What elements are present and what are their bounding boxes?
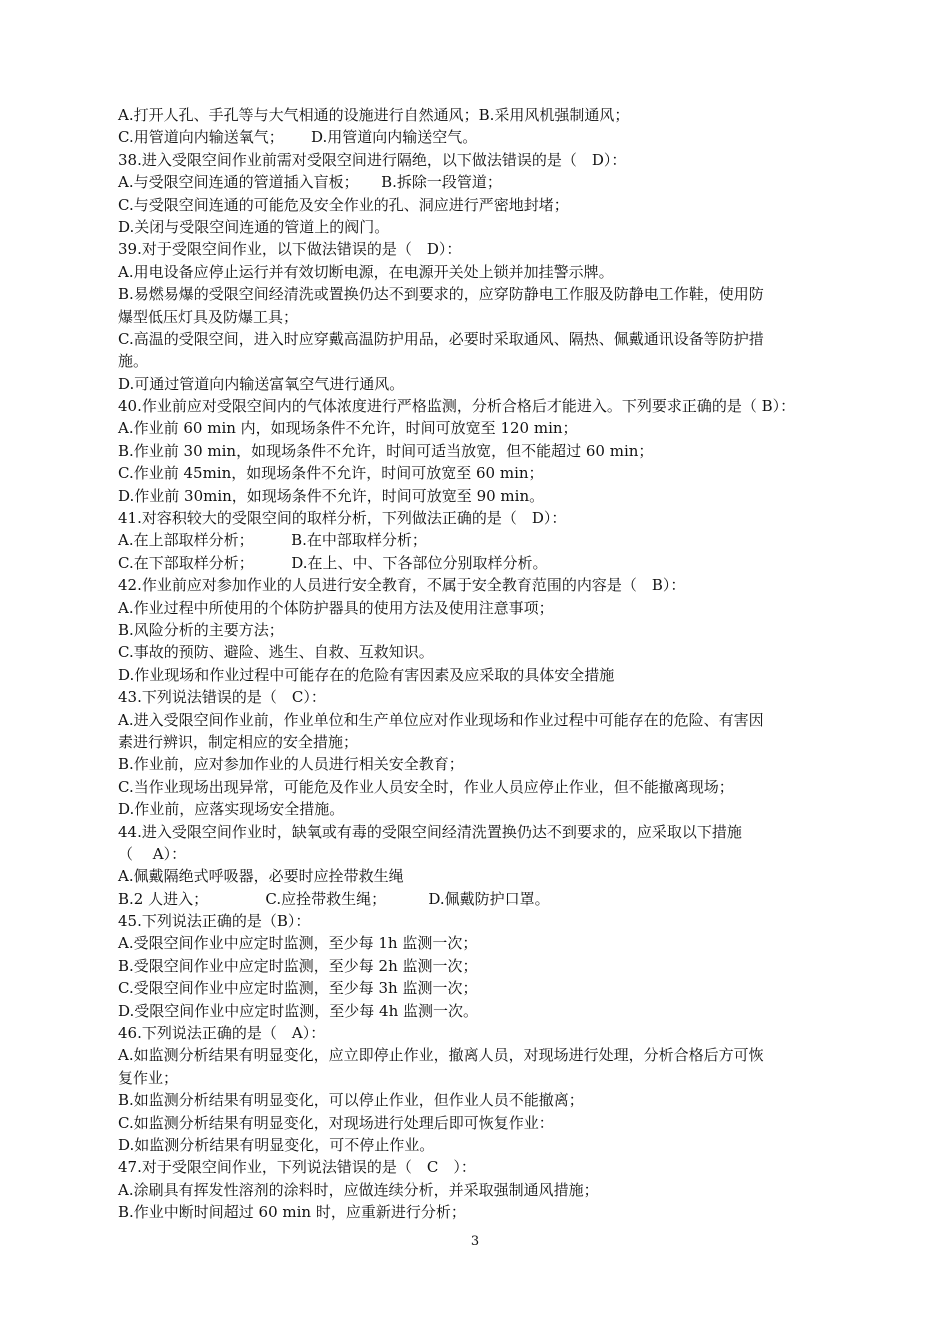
text-line: B.2 人进入； C.应拴带救生绳； D.佩戴防护口罩。 [118, 889, 550, 908]
text-line: 41.对容积较大的受限空间的取样分析，下列做法正确的是（ D）： [118, 509, 567, 528]
text-line: 45.下列说法正确的是（B）： [118, 912, 311, 931]
text-line: （ A）： [118, 844, 187, 863]
text-line: D.作业现场和作业过程中可能存在的危险有害因素及应采取的具体安全措施 [118, 665, 615, 684]
text-line: D.作业前 30min，如现场条件不允许，时间可放宽至 90 min。 [118, 486, 545, 505]
text-line: C.高温的受限空间，进入时应穿戴高温防护用品，必要时采取通风、隔热、佩戴通讯设备等防护措 [118, 329, 764, 348]
text-line: 复作业； [118, 1068, 179, 1087]
text-line: 42.作业前应对参加作业的人员进行安全教育，不属于安全教育范围的内容是（ B）： [118, 576, 686, 595]
text-line: A.作业前 60 min 内，如现场条件不允许，时间可放宽至 120 min； [118, 419, 578, 438]
text-line: B.作业中断时间超过 60 min 时，应重新进行分析； [118, 1203, 466, 1222]
text-line: A.涂刷具有挥发性溶剂的涂料时，应做连续分析，并采取强制通风措施； [118, 1180, 599, 1199]
text-line: A.作业过程中所使用的个体防护器具的使用方法及使用注意事项； [118, 598, 554, 617]
text-line: A.如监测分析结果有明显变化，应立即停止作业，撤离人员，对现场进行处理，分析合格后方可恢 [118, 1046, 764, 1065]
text-line: 38.进入受限空间作业前需对受限空间进行隔绝，以下做法错误的是（ D）： [118, 150, 627, 169]
text-line: B.作业前 30 min，如现场条件不允许，时间可适当放宽，但不能超过 60 min； [118, 441, 654, 460]
text-line: B.易燃易爆的受限空间经清洗或置换仍达不到要求的，应穿防静电工作服及防静电工作鞋，使用防 [118, 285, 764, 304]
text-line: C.事故的预防、避险、逃生、自救、互救知识。 [118, 643, 434, 662]
text-line: C.在下部取样分析； D.在上、中、下各部位分别取样分析。 [118, 553, 548, 572]
text-line: 44.进入受限空间作业时，缺氧或有毒的受限空间经清洗置换仍达不到要求的，应采取以下措施 [118, 822, 742, 841]
text-line: 爆型低压灯具及防爆工具； [118, 307, 299, 326]
text-line: A.进入受限空间作业前，作业单位和生产单位应对作业现场和作业过程中可能存在的危险、有害因 [118, 710, 764, 729]
text-line: C.受限空间作业中应定时监测，至少每 3h 监测一次； [118, 979, 478, 998]
text-line: B.作业前，应对参加作业的人员进行相关安全教育； [118, 755, 464, 774]
text-line: D.如监测分析结果有明显变化，可不停止作业。 [118, 1135, 435, 1154]
text-line: A.受限空间作业中应定时监测，至少每 1h 监测一次； [118, 934, 478, 953]
text-line: 40.作业前应对受限空间内的气体浓度进行严格监测，分析合格后才能进入。下列要求正确的是（ B）： [118, 397, 796, 416]
text-line: 43.下列说法错误的是（ C）： [118, 688, 326, 707]
text-line: 39.对于受限空间作业，以下做法错误的是（ D）： [118, 240, 462, 259]
text-line: 施。 [118, 352, 149, 371]
text-line: C.当作业现场出现异常，可能危及作业人员安全时，作业人员应停止作业，但不能撤离现场； [118, 777, 734, 796]
text-line: D.受限空间作业中应定时监测，至少每 4h 监测一次。 [118, 1001, 479, 1020]
text-line: A.在上部取样分析； B.在中部取样分析； [118, 531, 427, 550]
text-line: B.受限空间作业中应定时监测，至少每 2h 监测一次； [118, 956, 478, 975]
text-line: A.用电设备应停止运行并有效切断电源，在电源开关处上锁并加挂警示牌。 [118, 262, 614, 281]
text-line: C.与受限空间连通的可能危及安全作业的孔、洞应进行严密地封堵； [118, 195, 569, 214]
text-line: A.打开人孔、手孔等与大气相通的设施进行自然通风；B.采用风机强制通风； [118, 106, 630, 124]
text-line: C.如监测分析结果有明显变化，对现场进行处理后即可恢复作业： [118, 1113, 554, 1132]
text-line: D.可通过管道向内输送富氧空气进行通风。 [118, 374, 405, 393]
text-line: 46.下列说法正确的是（ A）： [118, 1024, 326, 1043]
text-line: 47.对于受限空间作业，下列说法错误的是（ C ）： [118, 1158, 476, 1177]
text-line: C.作业前 45min，如现场条件不允许，时间可放宽至 60 min； [118, 464, 544, 483]
text-line: A.与受限空间连通的管道插入盲板； B.拆除一段管道； [118, 173, 502, 192]
text-line: 素进行辨识，制定相应的安全措施； [118, 732, 359, 751]
text-line: B.如监测分析结果有明显变化，可以停止作业，但作业人员不能撤离； [118, 1091, 584, 1110]
text-line: D.作业前，应落实现场安全措施。 [118, 800, 345, 819]
document-body [118, 104, 838, 1224]
text-line: C.用管道向内输送氧气； D.用管道向内输送空气。 [118, 128, 478, 147]
page-number: 3 [470, 1234, 480, 1249]
text-line: D.关闭与受限空间连通的管道上的阀门。 [118, 217, 390, 236]
text-line: A.佩戴隔绝式呼吸器，必要时应拴带救生绳 [118, 867, 404, 886]
text-line: B.风险分析的主要方法； [118, 620, 284, 639]
